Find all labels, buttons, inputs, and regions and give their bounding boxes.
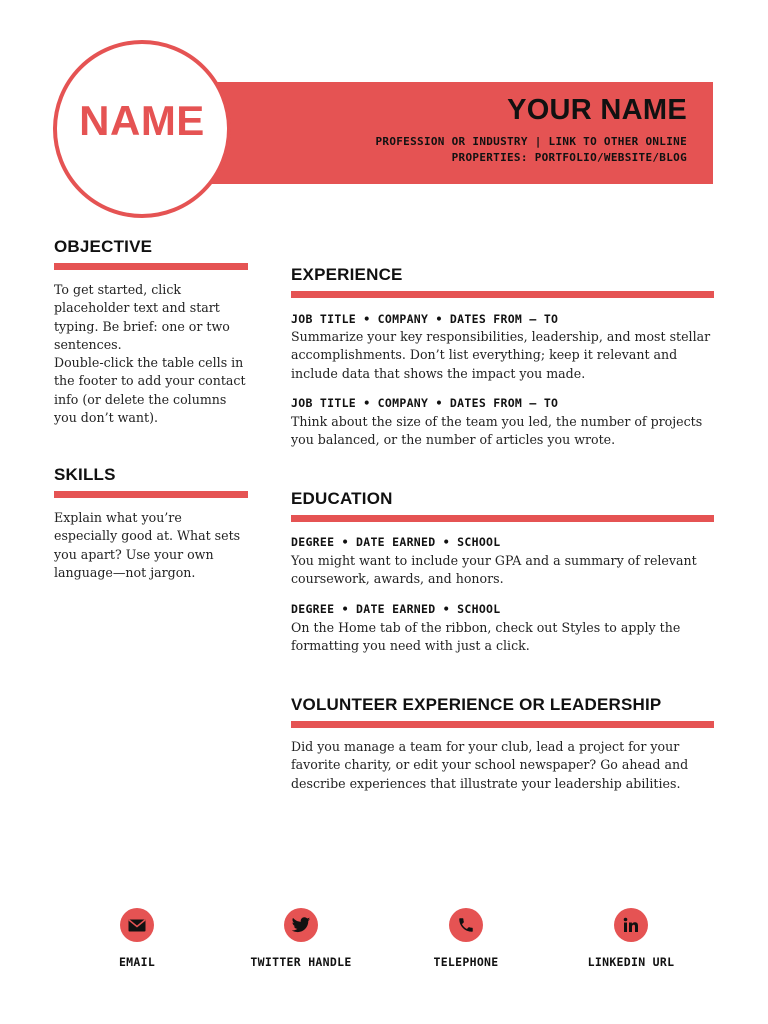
name-initials[interactable]: NAME (79, 97, 205, 144)
profession-subtitle[interactable] (327, 134, 687, 166)
volunteer-line: Did you manage a team for your club, lead a project for your (291, 739, 680, 754)
experience-rule (291, 291, 714, 298)
education-rule (291, 515, 714, 522)
education-title: EDUCATION (291, 489, 393, 508)
header-banner (150, 82, 713, 184)
contact-telephone[interactable] (396, 908, 536, 969)
objective-line: info (or delete the columns (54, 391, 227, 407)
name-circle (53, 40, 231, 218)
contact-label: LINKEDIN URL (587, 955, 675, 969)
subtitle-line-1: PROFESSION OR INDUSTRY | LINK TO OTHER ONLINE (375, 135, 687, 148)
subtitle-line-2: PROPERTIES: PORTFOLIO/WEBSITE/BLOG (451, 151, 687, 164)
experience-line: include data that shows the impact you made. (291, 365, 586, 381)
experience-line: Think about the size of the team you led, the number of projects (291, 414, 703, 429)
experience-line: Summarize your key responsibilities, leadership, and most stellar (291, 329, 711, 344)
skills-line: Explain what you’re (54, 510, 182, 525)
contact-twitter[interactable] (231, 908, 371, 969)
experience-entry-text[interactable] (291, 328, 721, 383)
skills-line: you apart? Use your own (54, 546, 214, 562)
education-entry-text[interactable] (291, 619, 721, 656)
phone-icon (449, 908, 483, 942)
objective-line: you don’t want). (54, 410, 159, 426)
contact-label: EMAIL (118, 955, 156, 969)
volunteer-title: VOLUNTEER EXPERIENCE OR LEADERSHIP (291, 695, 662, 714)
education-entry-text[interactable] (291, 552, 721, 589)
experience-entry-head[interactable]: JOB TITLE • COMPANY • DATES FROM – TO (291, 312, 559, 326)
objective-line: placeholder text and start (54, 300, 220, 316)
education-line: formatting you need with just a click. (291, 638, 530, 654)
experience-entry-head[interactable]: JOB TITLE • COMPANY • DATES FROM – TO (291, 396, 559, 410)
experience-line: you balanced, or the number of articles you wrote. (291, 432, 616, 448)
objective-rule (54, 263, 248, 270)
skills-text[interactable] (54, 509, 254, 582)
education-line: coursework, awards, and honors. (291, 571, 504, 587)
experience-line: accomplishments. Don’t list everything; keep it relevant and (291, 347, 678, 363)
volunteer-text[interactable] (291, 738, 721, 793)
objective-line: Double-click the table cells in (54, 355, 244, 371)
experience-entry-text[interactable] (291, 413, 721, 450)
contact-label: TELEPHONE (433, 955, 499, 969)
experience-title: EXPERIENCE (291, 265, 403, 284)
volunteer-line: describe experiences that illustrate your leadership abilities. (291, 775, 681, 791)
contact-linkedin[interactable] (561, 908, 701, 969)
skills-line: especially good at. What sets (54, 528, 241, 544)
education-line: On the Home tab of the ribbon, check out Styles to apply the (291, 620, 681, 635)
linkedin-icon (614, 908, 648, 942)
skills-line: language—not jargon. (54, 564, 196, 580)
email-icon (120, 908, 154, 942)
your-name-heading[interactable]: YOUR NAME (507, 94, 687, 126)
volunteer-rule (291, 721, 714, 728)
objective-title: OBJECTIVE (54, 237, 153, 256)
skills-rule (54, 491, 248, 498)
contact-email[interactable] (67, 908, 207, 969)
objective-line: To get started, click (54, 282, 182, 297)
objective-line: typing. Be brief: one or two (54, 318, 230, 334)
contact-label: TWITTER HANDLE (250, 955, 352, 969)
education-entry-head[interactable]: DEGREE • DATE EARNED • SCHOOL (291, 602, 501, 616)
volunteer-line: favorite charity, or edit your school newspaper? Go ahead and (291, 757, 689, 773)
skills-title: SKILLS (54, 465, 116, 484)
objective-line: sentences. (54, 336, 122, 352)
education-entry-head[interactable]: DEGREE • DATE EARNED • SCHOOL (291, 535, 501, 549)
education-line: You might want to include your GPA and a summary of relevant (291, 553, 697, 568)
twitter-icon (284, 908, 318, 942)
objective-line: the footer to add your contact (54, 373, 246, 389)
objective-text[interactable] (54, 281, 254, 427)
